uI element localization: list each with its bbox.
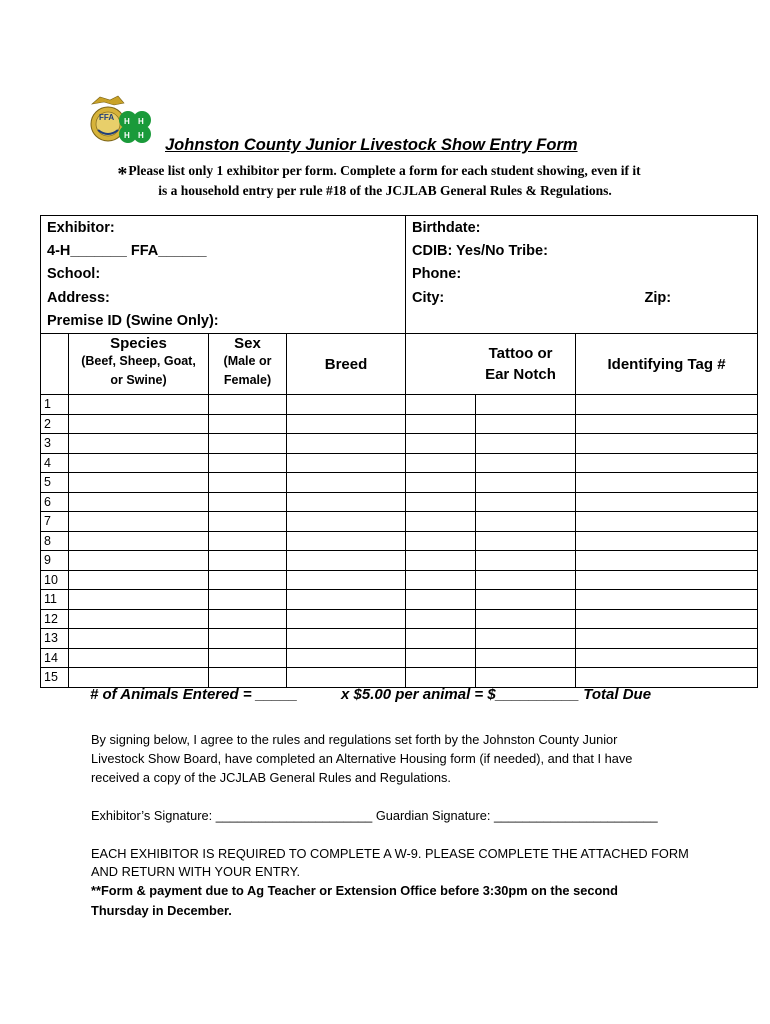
tag-cell[interactable] (576, 648, 758, 668)
tattoo-cell-2[interactable] (476, 512, 576, 532)
tattoo-cell-2[interactable] (476, 414, 576, 434)
breed-cell[interactable] (287, 629, 406, 649)
tag-cell[interactable] (576, 414, 758, 434)
premise-id-field[interactable]: Premise ID (Swine Only): (47, 312, 219, 329)
row-number: 14 (41, 648, 69, 668)
species-cell[interactable] (69, 668, 209, 688)
animal-row (41, 492, 758, 512)
tattoo-cell-2[interactable] (476, 629, 576, 649)
tag-cell[interactable] (576, 590, 758, 610)
tattoo-cell-2[interactable] (476, 434, 576, 454)
sex-cell[interactable] (209, 453, 287, 473)
animal-row (41, 551, 758, 571)
species-cell[interactable] (69, 512, 209, 532)
row-number: 15 (41, 668, 69, 688)
breed-cell[interactable] (287, 551, 406, 571)
breed-label: Breed (324, 355, 368, 373)
sex-cell[interactable] (209, 434, 287, 454)
animal-row (41, 531, 758, 551)
tattoo-label-2: Ear Notch (485, 366, 556, 384)
clover-letter: H (124, 117, 130, 126)
sex-cell[interactable] (209, 648, 287, 668)
sex-cell[interactable] (209, 668, 287, 688)
animal-row (41, 570, 758, 590)
column-header-row (41, 334, 758, 395)
animal-rows (41, 395, 758, 688)
species-cell[interactable] (69, 414, 209, 434)
tattoo-cell[interactable] (406, 492, 476, 512)
breed-cell[interactable] (287, 434, 406, 454)
exhibitor-info-left (41, 216, 406, 334)
tattoo-cell[interactable] (406, 395, 476, 415)
animal-row (41, 668, 758, 688)
sex-cell[interactable] (209, 473, 287, 493)
header-number-cell (41, 334, 69, 395)
species-cell[interactable] (69, 492, 209, 512)
sex-sub-2: Female) (223, 373, 272, 388)
header-tattoo (406, 334, 576, 395)
phone-field[interactable]: Phone: (412, 266, 462, 283)
birthdate-field[interactable]: Birthdate: (412, 220, 481, 236)
row-number: 10 (41, 570, 69, 590)
tattoo-cell-2[interactable] (476, 531, 576, 551)
clover-letter: H (138, 131, 144, 140)
cdib-field[interactable]: CDIB: Yes/No Tribe: (412, 243, 548, 260)
tattoo-cell[interactable] (406, 473, 476, 493)
breed-cell[interactable] (287, 648, 406, 668)
tattoo-cell[interactable] (406, 414, 476, 434)
tattoo-cell-2[interactable] (476, 648, 576, 668)
4h-clover (119, 111, 151, 143)
animals-entered[interactable]: # of Animals Entered = _____ (90, 686, 298, 703)
animal-row (41, 629, 758, 649)
exhibitor-info-row (41, 216, 758, 334)
row-number: 8 (41, 531, 69, 551)
tattoo-cell[interactable] (406, 609, 476, 629)
breed-cell[interactable] (287, 668, 406, 688)
sex-cell[interactable] (209, 629, 287, 649)
tag-cell[interactable] (576, 609, 758, 629)
tag-cell[interactable] (576, 668, 758, 688)
header-tag (576, 334, 758, 395)
species-cell[interactable] (69, 395, 209, 415)
species-label: Species (110, 335, 167, 353)
breed-cell[interactable] (287, 609, 406, 629)
tattoo-cell[interactable] (406, 531, 476, 551)
tattoo-cell-2[interactable] (476, 668, 576, 688)
sex-cell[interactable] (209, 512, 287, 532)
tattoo-cell[interactable] (406, 629, 476, 649)
animal-row (41, 453, 758, 473)
breed-cell[interactable] (287, 531, 406, 551)
animal-row (41, 590, 758, 610)
header-breed (287, 334, 406, 395)
animal-row (41, 473, 758, 493)
tattoo-label-1: Tattoo or (488, 345, 553, 363)
sex-sub-1: (Male or (223, 354, 272, 369)
species-cell[interactable] (69, 648, 209, 668)
species-cell[interactable] (69, 570, 209, 590)
row-number: 1 (41, 395, 69, 415)
tattoo-cell[interactable] (406, 453, 476, 473)
tag-cell[interactable] (576, 512, 758, 532)
tattoo-cell[interactable] (406, 668, 476, 688)
species-sub-2: or Swine) (110, 373, 167, 388)
instruction-line-2: is a household entry per rule #18 of the JCJLAB General Rules & Regulations. (158, 183, 612, 198)
tattoo-cell-2[interactable] (476, 570, 576, 590)
tattoo-cell[interactable] (406, 648, 476, 668)
breed-cell[interactable] (287, 590, 406, 610)
zip-field[interactable]: Zip: (644, 289, 672, 306)
ffa-logo-text: FFA (99, 113, 115, 122)
tag-cell[interactable] (576, 629, 758, 649)
row-number: 7 (41, 512, 69, 532)
row-number: 4 (41, 453, 69, 473)
row-number: 12 (41, 609, 69, 629)
tag-cell[interactable] (576, 551, 758, 571)
exhibitor-info-right (406, 216, 758, 334)
tattoo-cell-2[interactable] (476, 395, 576, 415)
note-star: * (117, 163, 128, 185)
sex-cell[interactable] (209, 414, 287, 434)
header-species (69, 334, 209, 395)
tag-cell[interactable] (576, 531, 758, 551)
tattoo-cell[interactable] (406, 551, 476, 571)
ffa-4h-logo (88, 94, 158, 156)
breed-cell[interactable] (287, 414, 406, 434)
tag-cell[interactable] (576, 570, 758, 590)
breed-cell[interactable] (287, 570, 406, 590)
agreement-line-1: By signing below, I agree to the rules and regulations set forth by the Johnston County Junior (91, 732, 618, 747)
agreement-line-2: Livestock Show Board, have completed an Alternative Housing form (if needed), and that I have (91, 751, 633, 766)
entry-form-table (40, 215, 758, 688)
w9-notice-2: AND RETURN WITH YOUR ENTRY. (91, 864, 301, 879)
city-zip-row (412, 287, 751, 310)
address-field[interactable]: Address: (47, 289, 110, 306)
sex-cell[interactable] (209, 531, 287, 551)
animal-row (41, 648, 758, 668)
tag-cell[interactable] (576, 492, 758, 512)
species-cell[interactable] (69, 590, 209, 610)
breed-cell[interactable] (287, 453, 406, 473)
tattoo-cell[interactable] (406, 590, 476, 610)
deadline-notice-1: **Form & payment due to Ag Teacher or Extension Office before 3:30pm on the second (91, 883, 618, 898)
tattoo-cell-2[interactable] (476, 492, 576, 512)
animal-row (41, 512, 758, 532)
breed-cell[interactable] (287, 473, 406, 493)
species-cell[interactable] (69, 629, 209, 649)
breed-cell[interactable] (287, 512, 406, 532)
animal-row (41, 414, 758, 434)
city-field[interactable]: City: (412, 289, 445, 306)
row-number: 9 (41, 551, 69, 571)
breed-cell[interactable] (287, 395, 406, 415)
species-cell[interactable] (69, 551, 209, 571)
breed-cell[interactable] (287, 492, 406, 512)
instruction-text-1: Please list only 1 exhibitor per form. Complete a form for each student showing, even if it (128, 163, 641, 178)
row-number: 2 (41, 414, 69, 434)
sex-cell[interactable] (209, 492, 287, 512)
row-number: 6 (41, 492, 69, 512)
species-cell[interactable] (69, 434, 209, 454)
w9-notice-1: EACH EXHIBITOR IS REQUIRED TO COMPLETE A W-9. PLEASE COMPLETE THE ATTACHED FORM (91, 846, 689, 861)
sex-cell[interactable] (209, 570, 287, 590)
sex-cell[interactable] (209, 551, 287, 571)
row-number: 5 (41, 473, 69, 493)
row-number: 3 (41, 434, 69, 454)
sex-cell[interactable] (209, 609, 287, 629)
clover-letter: H (124, 131, 130, 140)
sex-cell[interactable] (209, 590, 287, 610)
tag-cell[interactable] (576, 473, 758, 493)
tag-cell[interactable] (576, 434, 758, 454)
species-cell[interactable] (69, 453, 209, 473)
animal-row (41, 434, 758, 454)
tattoo-cell-2[interactable] (476, 473, 576, 493)
species-sub-1: (Beef, Sheep, Goat, (81, 354, 196, 369)
school-field[interactable]: School: (47, 266, 101, 283)
sex-label: Sex (234, 335, 261, 353)
tattoo-cell-2[interactable] (476, 551, 576, 571)
sex-cell[interactable] (209, 395, 287, 415)
species-cell[interactable] (69, 473, 209, 493)
species-cell[interactable] (69, 609, 209, 629)
club-field[interactable]: 4-H_______ FFA______ (47, 243, 207, 260)
total-due[interactable]: x $5.00 per animal = $__________ Total Due (341, 686, 652, 703)
tag-cell[interactable] (576, 453, 758, 473)
tattoo-cell-2[interactable] (476, 453, 576, 473)
tattoo-cell[interactable] (406, 570, 476, 590)
animal-row (41, 395, 758, 415)
row-number: 11 (41, 590, 69, 610)
tattoo-cell-2[interactable] (476, 609, 576, 629)
signature-line[interactable]: Exhibitor’s Signature: ______________________ Guardian Signature: _______________________ (91, 808, 658, 823)
agreement-line-3: received a copy of the JCJLAB General Rules and Regulations. (91, 770, 451, 785)
tattoo-cell-2[interactable] (476, 590, 576, 610)
header-sex (209, 334, 287, 395)
tag-label: Identifying Tag # (607, 355, 726, 373)
deadline-notice-2: Thursday in December. (91, 903, 232, 918)
tattoo-cell[interactable] (406, 512, 476, 532)
exhibitor-field[interactable]: Exhibitor: (47, 220, 115, 236)
tag-cell[interactable] (576, 395, 758, 415)
row-number: 13 (41, 629, 69, 649)
logos (88, 94, 158, 156)
tattoo-cell[interactable] (406, 434, 476, 454)
species-cell[interactable] (69, 531, 209, 551)
clover-letter: H (138, 117, 144, 126)
animal-row (41, 609, 758, 629)
page-title: Johnston County Junior Livestock Show Entry Form (165, 136, 578, 154)
